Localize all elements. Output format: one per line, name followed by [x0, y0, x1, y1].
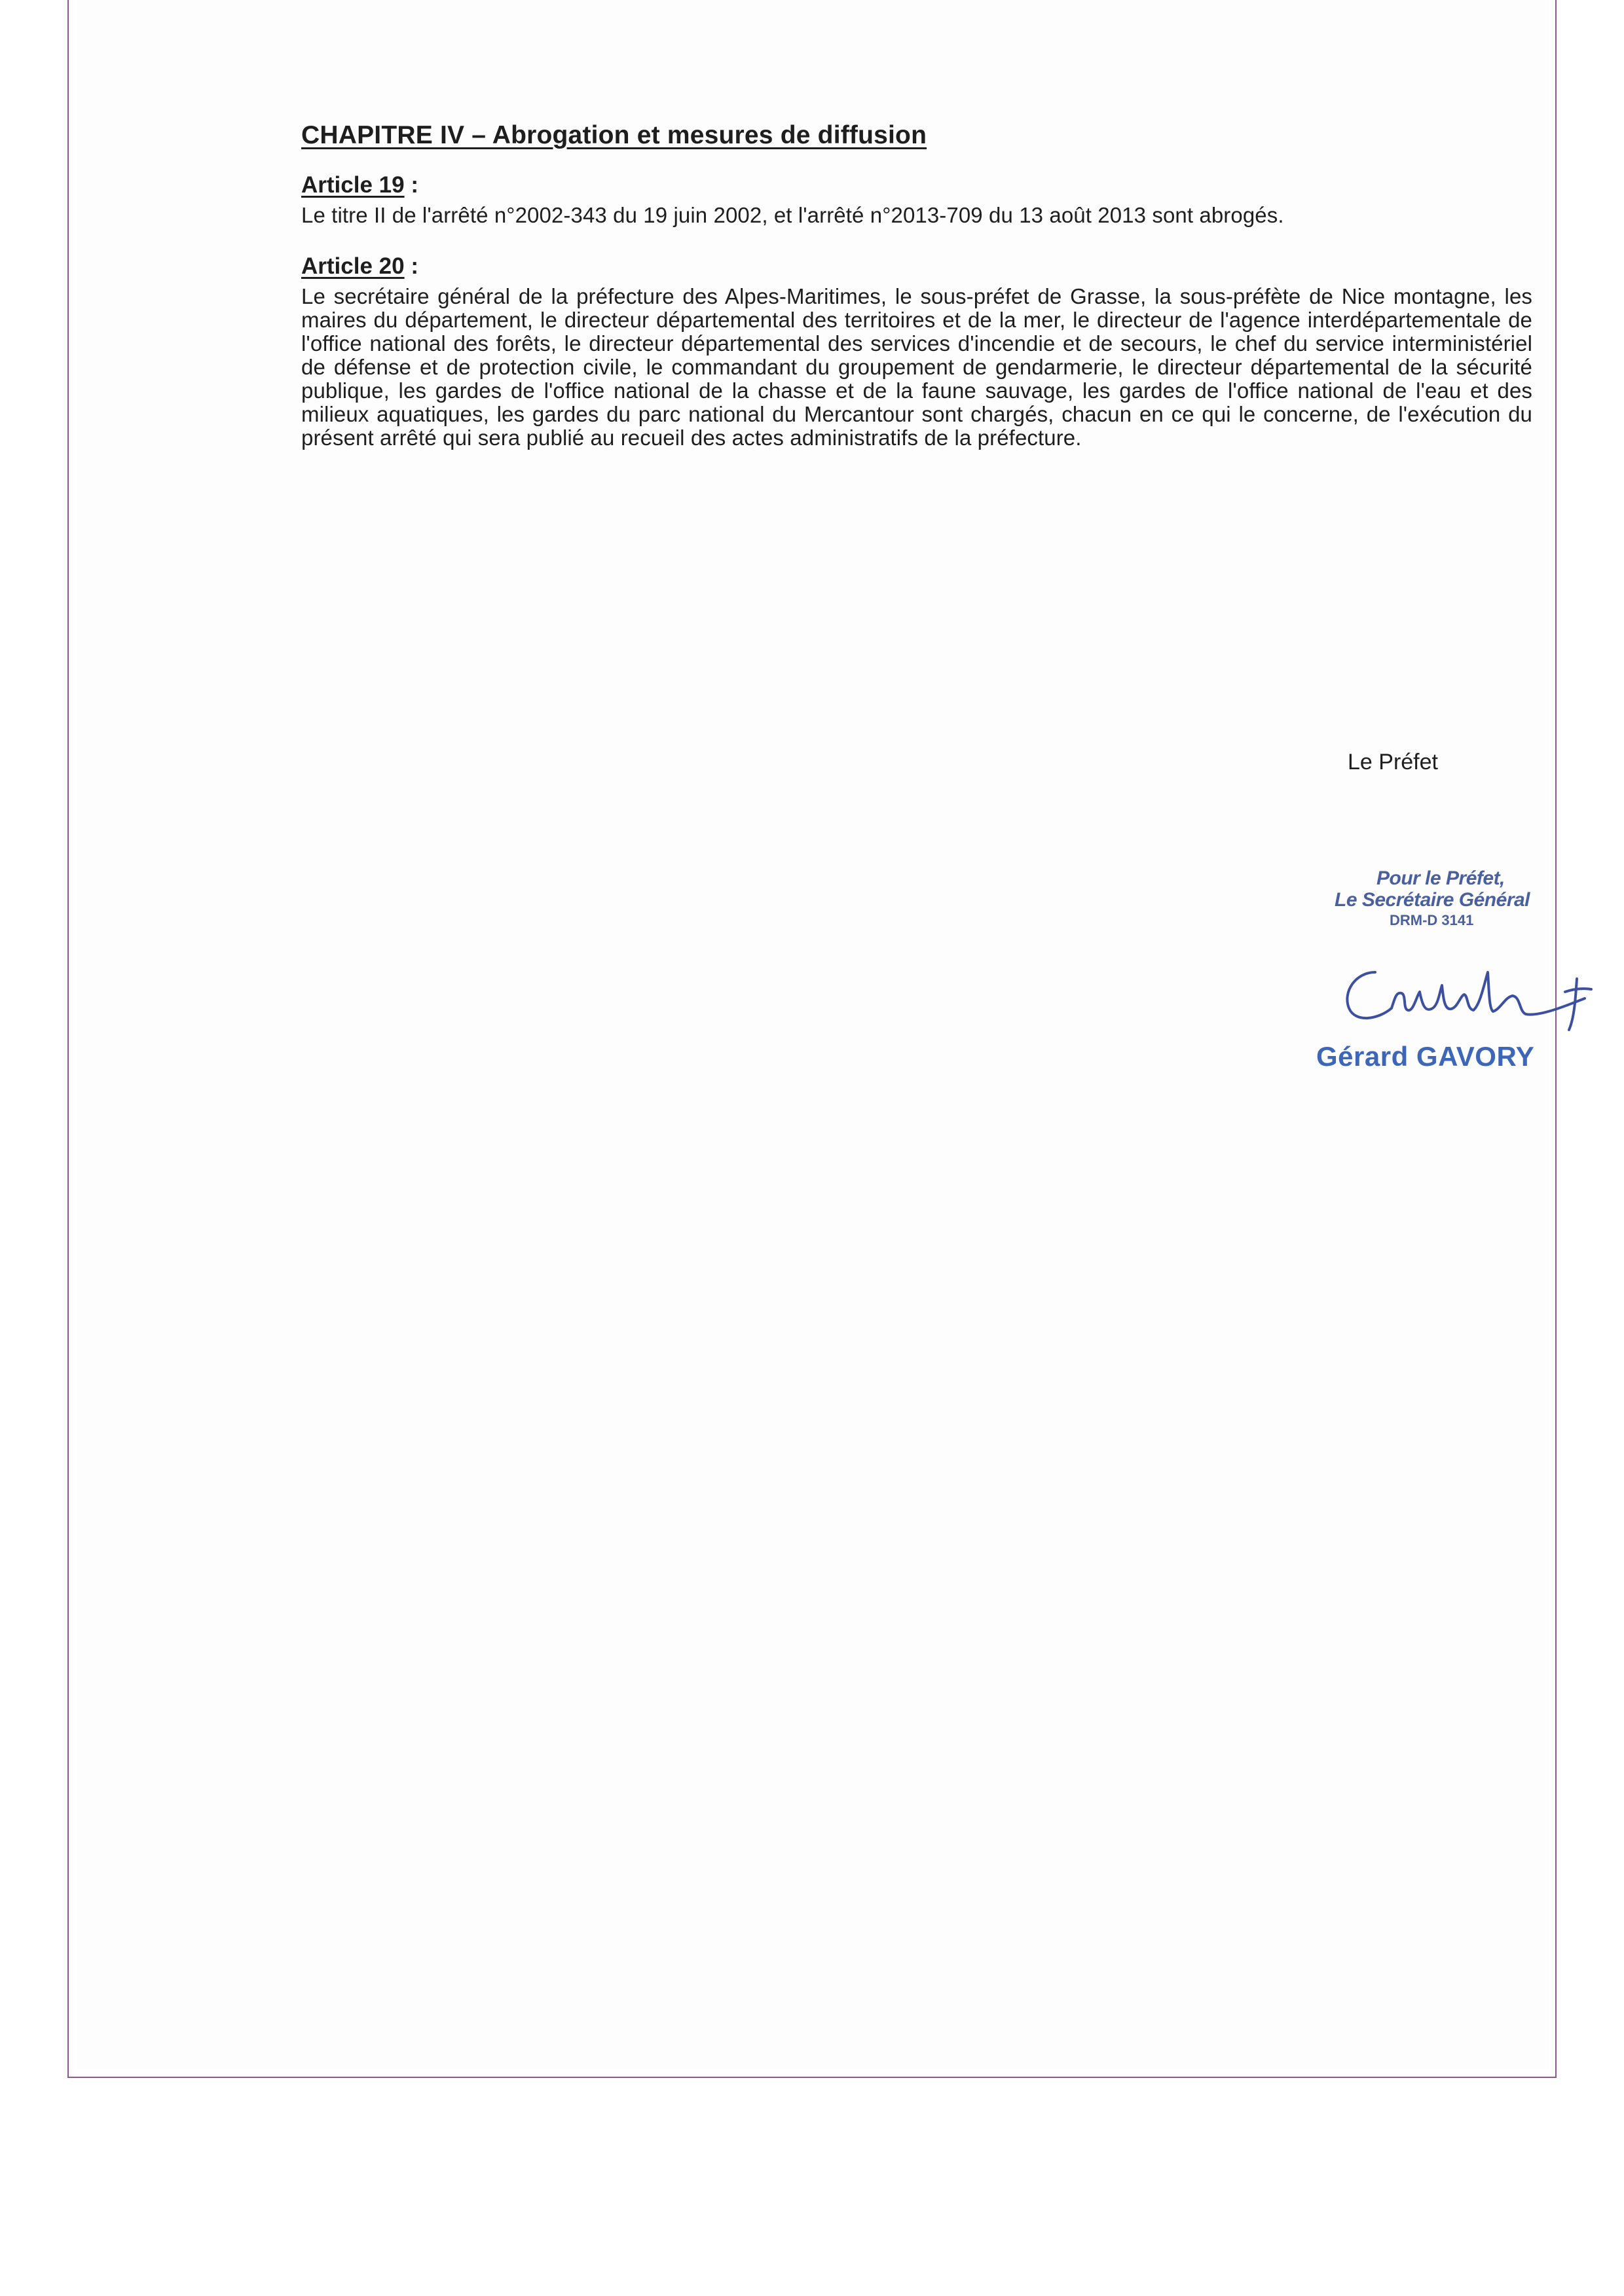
stamp-pour-le-prefet: Pour le Préfet, — [1376, 867, 1505, 889]
prefet-title: Le Préfet — [1348, 750, 1438, 774]
article-label-suffix: : — [404, 172, 418, 198]
handwritten-signature — [1329, 946, 1617, 1031]
article-20 — [301, 253, 1532, 450]
stamp-reference: DRM-D 3141 — [1390, 912, 1474, 928]
signer-name: Gérard GAVORY — [1316, 1041, 1535, 1072]
chapter-title: CHAPITRE IV – Abrogation et mesures de diffusion — [301, 121, 927, 149]
article-body: Le secrétaire général de la préfecture des Alpes-Maritimes, le sous-préfet de Grasse, la sous-préfète de Nice montagne, les maires du département, le directeur départemental des territoires et de la mer, le directeur de l'agence interdépartementale de l'office national des forêts, le directeur départemental des services d'incendie et de secours, le chef du service interministériel de défense et de protection civile, le commandant du groupement de gendarmerie, le directeur départemental de la sécurité publique, les gardes de l'office national de la chasse et de la faune sauvage, les gardes de l'office national de l'eau et des milieux aquatiques, les gardes du parc national du Mercantour sont chargés, chacun en ce qui le concerne, de l'exécution du présent arrêté qui sera publié au recueil des actes administratifs de la préfecture. — [301, 284, 1532, 450]
article-body: Le titre II de l'arrêté n°2002-343 du 19 juin 2002, et l'arrêté n°2013-709 du 13 août 2013 sont abrogés. — [301, 203, 1284, 227]
document-content — [301, 121, 1535, 1072]
article-heading — [301, 253, 1532, 280]
article-label-suffix: : — [404, 253, 418, 279]
article-heading — [301, 172, 1532, 198]
stamp-secretaire-general: Le Secrétaire Général — [1335, 889, 1530, 911]
scanned-page — [77, 0, 1549, 2069]
article-label: Article 20 — [301, 253, 405, 279]
page-frame — [67, 0, 1557, 2078]
article-label: Article 19 — [301, 172, 405, 198]
article-19 — [301, 172, 1532, 227]
